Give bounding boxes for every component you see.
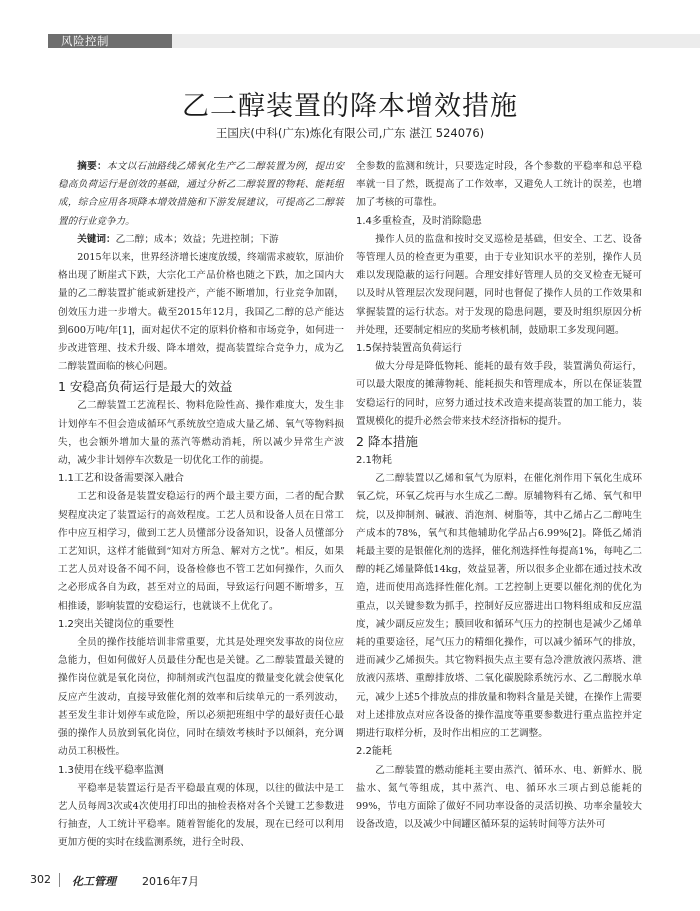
body-paragraph: 全员的操作技能培训非常重要，尤其是处理突发事故的岗位应急能力，但如何做好人员最佳分配也是关键。乙二醇装置最关键的操作岗位就是氧化岗位，抑制剂或汽包温度的微量变化就会使氧化反应产生波动，直接导致催化剂的效率和后续单元的一系列波动，甚至发生非计划停车或危险，所以必须把班组中学的最好责任心最强的操作人员放到氧化岗位，同时在绩效考核时予以倾斜，充分调动员工积极性。 [58, 637, 344, 758]
right-column [356, 158, 642, 834]
article-title: 乙二醇装置的降本增效措施 [182, 91, 518, 122]
body-paragraph: 做大分母是降低物耗、能耗的最有效手段，装置满负荷运行，可以最大限度的摊薄物耗、能耗损失和管理成本，所以在保证装置安稳运行的同时，应努力通过技术改造来提高装置的加工能力，装置规模化的提升必然会带来技术经济指标的提升。 [356, 361, 642, 427]
body-paragraph: 2015年以来，世界经济增长速度放缓，终端需求疲软，原油价格出现了断崖式下跌，大宗化工产品价格也随之下跌，加之国内大量的乙二醇装置扩能或新建投产，产能不断增加，行业竞争加剧，创效压力进一步增大。截至2015年12月，我国乙二醇的总产能达到600万吨/年[1]，面对起伏不定的原料价格和市场竞争，如何进一步改进管理、技术升级、降本增效，提高装置综合竞争力，成为乙二醇装置面临的核心问题。 [58, 252, 344, 373]
journal-name: 化工管理 [72, 875, 116, 888]
page-footer [30, 873, 670, 893]
abstract-label: 摘要： [77, 161, 107, 172]
subsection-heading: 1.3使用在线平稳率监测 [58, 764, 164, 776]
subsection-heading: 1.2突出关键岗位的重要性 [58, 618, 174, 630]
abstract [58, 158, 344, 231]
subsection-heading: 2.1物耗 [356, 455, 392, 467]
page-number: 302 [30, 873, 51, 886]
body-paragraph: 乙二醇装置的燃动能耗主要由蒸汽、循环水、电、新鲜水、脱盐水、氮气等组成，其中蒸汽、电、循环水三项占到总能耗的99%，节电方面除了做好不同功率设备的灵活切换、功率余量较大设备改造，以及减少中间罐区循环泵的运转时间等方法外可 [356, 764, 642, 831]
subsection-heading: 2.2能耗 [356, 746, 392, 758]
body-paragraph: 全参数的监测和统计，只要选定时段，各个参数的平稳率和总平稳率就一目了然，既提高了工作效率，又避免人工统计的误差，也增加了考核的可靠性。 [356, 161, 642, 209]
keywords-label: 关键词： [77, 233, 116, 245]
author-line: 王国庆(中科(广东)炼化有限公司,广东 湛江 524076) [215, 126, 485, 140]
body-paragraph: 乙二醇装置以乙烯和氧气为原料，在催化剂作用下氧化生成环氧乙烷，环氧乙烷再与水生成乙二醇。原辅物料有乙烯、氧气和甲烷，以及抑制剂、碱液、消泡剂、树脂等，其中乙烯占乙二醇吨生产成本的78%，氧气和其他辅助化学品占6.99%[2]。降低乙烯消耗最主要的是银催化剂的选择，催化剂选择性每提高1%，每吨乙二醇的耗乙烯量降低14kg，效益显著，所以很多企业都在通过技术改造，进而使用高选择性催化剂。工艺控制上更要以催化剂的优化为重点，以关键参数为抓手，控制好反应器进出口物料组成和反应温度，减少副反应发生；膜回收和循环气压力的控制也是减少乙烯单耗的重要途径，尾气压力的精细化操作，可以减少循环气的排放，进而减少乙烯损失。其它物料损失点主要有急冷泄放液闪蒸塔、泄放液闪蒸塔、重醇排放塔、二氧化碳脱除系统污水、乙二醇脱水单元，减少上述5个排放点的排放量和物料含量是关键，在操作上需要对上述排放点对应各设备的操作温度等重要参数进行重点监控并定期进行取样分析，及时作出相应的工艺调整。 [356, 473, 642, 740]
body-paragraph: 工艺和设备是装置安稳运行的两个最主要方面，二者的配合默契程度决定了装置运行的高效程度。工艺人员和设备人员在日常工作中应互相学习，做到工艺人员懂部分设备知识，设备人员懂部分工艺知识，这样才能做到“知对方所急、解对方之忧”。相反，如果工艺人员对设备不闻不问，设备检修也不管工艺如何操作，久而久之必形成各自为政，甚至对立的局面，导致运行问题不断增多，互相推诿，影响装置的安稳运行，也就谈不上优化了。 [58, 491, 344, 612]
banner-light-bar [172, 34, 700, 48]
issue-date: 2016年7月 [142, 875, 199, 888]
subsection-heading: 1.5保持装置高负荷运行 [356, 343, 462, 355]
subsection-heading: 1.4多重检查，及时消除隐患 [356, 215, 482, 227]
keywords [58, 231, 344, 249]
left-column [58, 158, 344, 853]
section-heading: 1 安稳高负荷运行是最大的效益 [58, 379, 233, 395]
subsection-heading: 1.1工艺和设备需要深入融合 [58, 473, 184, 485]
keywords-text: 乙二醇；成本；效益；先进控制；下游 [115, 233, 279, 245]
body-paragraph: 平稳率是装置运行是否平稳最直观的体现，以往的做法中是工艺人员每周3次或4次使用打印出的抽检表格对各个关键工艺参数进行抽查，人工统计平稳率。随着智能化的发展，现在已经可以利用更加方便的实时在线监测系统，进行全时段、 [58, 782, 344, 849]
body-paragraph: 操作人员的监盘和按时交叉巡检是基础，但安全、工艺、设备等管理人员的检查更为重要，由于专业知识水平的差别，操作人员难以发现隐蔽的运行问题。合理安排好管理人员的交叉检查无疑可以及时从管理层次发现问题，同时也督促了操作人员的工作效果和掌握装置的运行状态。对于发现的隐患问题，要及时组织原因分析并处理，还要制定相应的奖励考核机制，鼓励职工多发现问题。 [356, 233, 642, 336]
section-banner [0, 34, 700, 48]
section-label: 风险控制 [61, 34, 109, 48]
body-paragraph: 乙二醇装置工艺流程长、物料危险性高、操作难度大，发生非计划停车不但会造成循环气系统放空造成大量乙烯、氧气等物料损失，也会额外增加大量的蒸汽等燃动消耗，所以减少异常生产波动，减少非计划停车次数是一切优化工作的前提。 [58, 400, 344, 467]
section-heading: 2 降本措施 [356, 434, 418, 450]
abstract-text: 本文以石油路线乙烯氧化生产乙二醇装置为例，提出安稳高负荷运行是创效的基础，通过分析乙二醇装置的物耗、能耗组成，综合应用各项降本增效措施和下游发展建议，可提高乙二醇装置的行业竞争力。 [58, 161, 345, 227]
footer-divider [59, 873, 60, 887]
